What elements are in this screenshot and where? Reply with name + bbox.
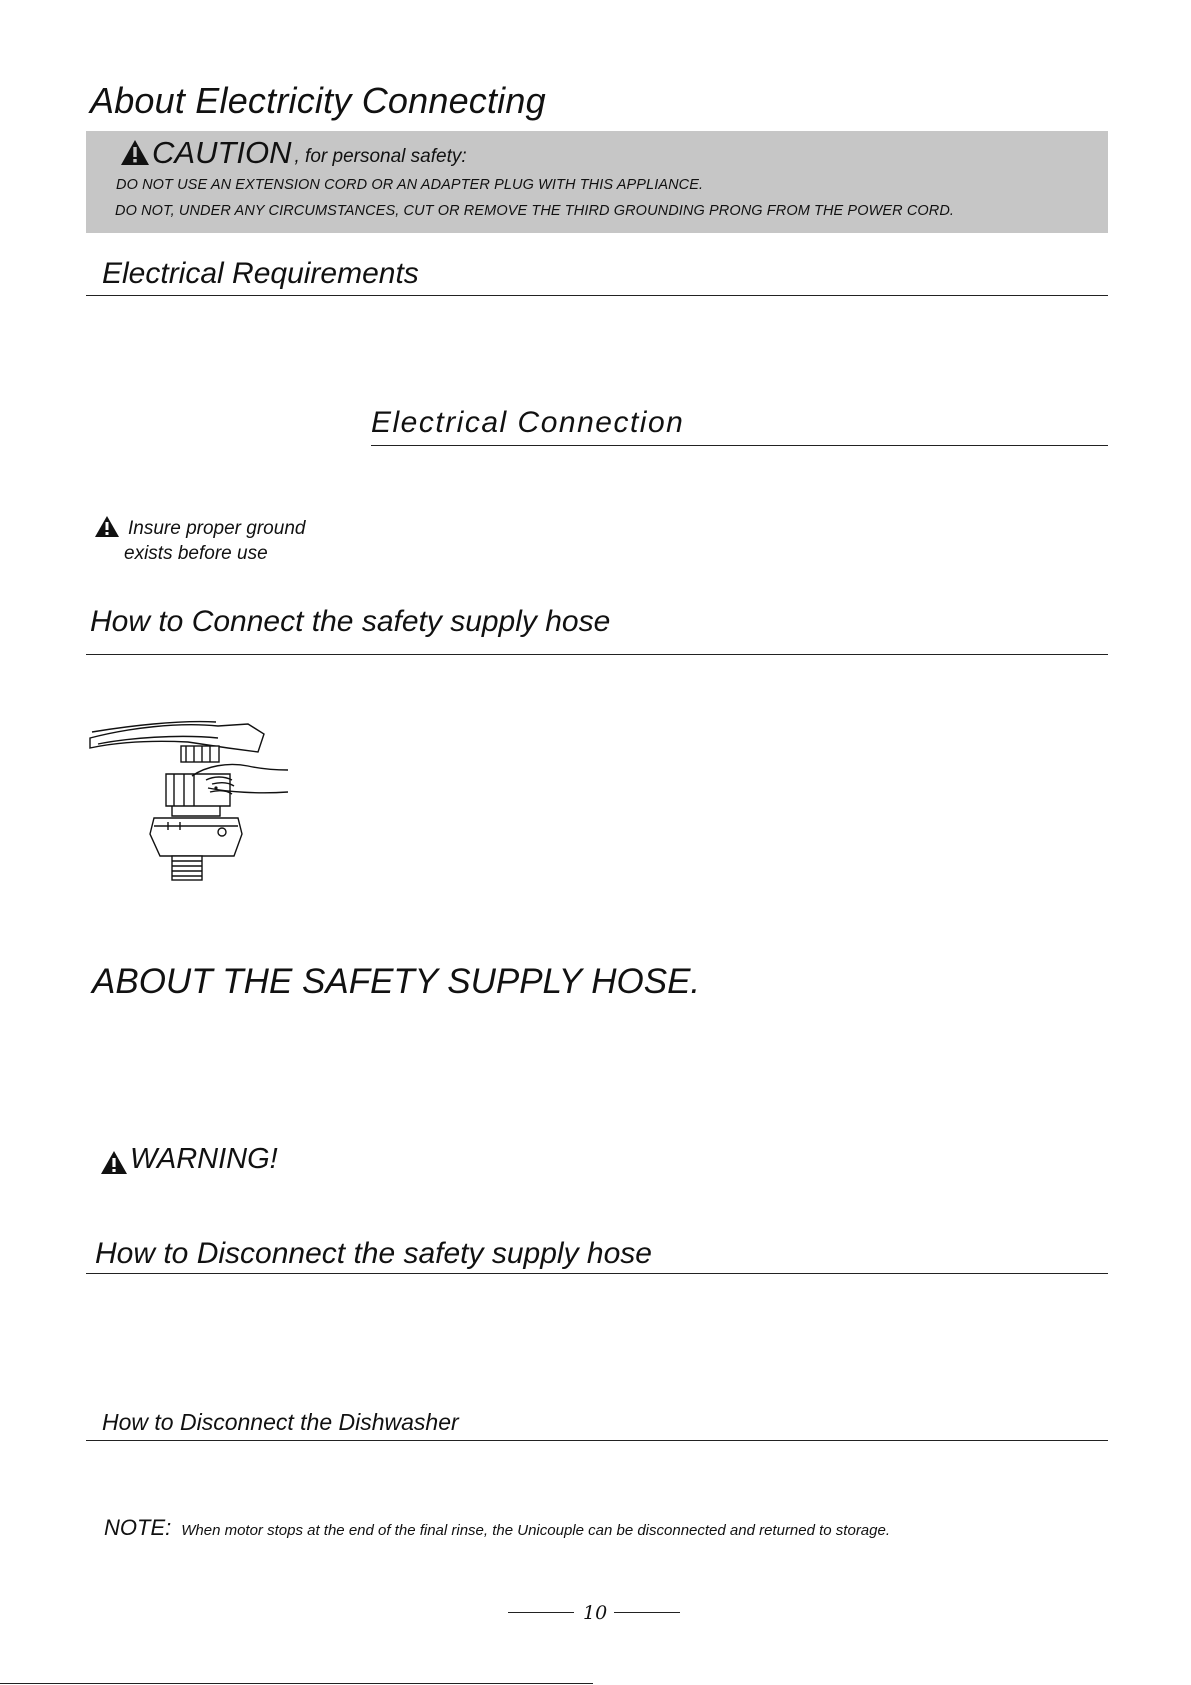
divider [86, 1440, 1108, 1441]
page-number: 10 [583, 1602, 608, 1624]
caution-box [86, 131, 1108, 233]
note-text: When motor stops at the end of the final rinse, the Unicouple can be disconnected and returned to storage. [181, 1522, 891, 1539]
section-heading-electrical-connection: Electrical Connection [371, 406, 685, 439]
note-label: NOTE: [104, 1515, 172, 1540]
page-number-rule-left [508, 1612, 574, 1613]
ground-note-line-1: Insure proper ground [128, 518, 306, 539]
section-heading-connect-hose: How to Connect the safety supply hose [90, 605, 611, 638]
warning-triangle-icon [120, 139, 150, 166]
caution-word: CAUTION [152, 135, 292, 170]
note [104, 1515, 890, 1541]
bottom-edge-rule [0, 1683, 593, 1684]
section-heading-disconnect-dishwasher: How to Disconnect the Dishwasher [102, 1409, 459, 1435]
divider [86, 1273, 1108, 1274]
caution-line-1: DO NOT USE AN EXTENSION CORD OR AN ADAPTER PLUG WITH THIS APPLIANCE. [116, 177, 704, 193]
ground-note-line-2: exists before use [124, 543, 268, 564]
section-heading-disconnect-hose: How to Disconnect the safety supply hose [95, 1237, 652, 1270]
page-title: About Electricity Connecting [90, 80, 546, 121]
caution-subtitle: , for personal safety: [294, 146, 467, 167]
section-heading-electrical-requirements: Electrical Requirements [102, 257, 419, 290]
section-heading-about-hose: ABOUT THE SAFETY SUPPLY HOSE. [92, 962, 701, 1001]
divider [86, 654, 1108, 655]
caution-heading [120, 136, 467, 170]
caution-line-2: DO NOT, UNDER ANY CIRCUMSTANCES, CUT OR REMOVE THE THIRD GROUNDING PRONG FROM THE POWER CORD. [115, 203, 955, 219]
page-number-rule-right [614, 1612, 680, 1613]
divider [86, 295, 1108, 296]
warning-triangle-icon [94, 515, 120, 538]
warning-triangle-icon [100, 1150, 128, 1175]
warning-label: WARNING! [130, 1143, 278, 1175]
divider [371, 445, 1108, 446]
faucet-hose-connection-illustration [88, 718, 298, 888]
